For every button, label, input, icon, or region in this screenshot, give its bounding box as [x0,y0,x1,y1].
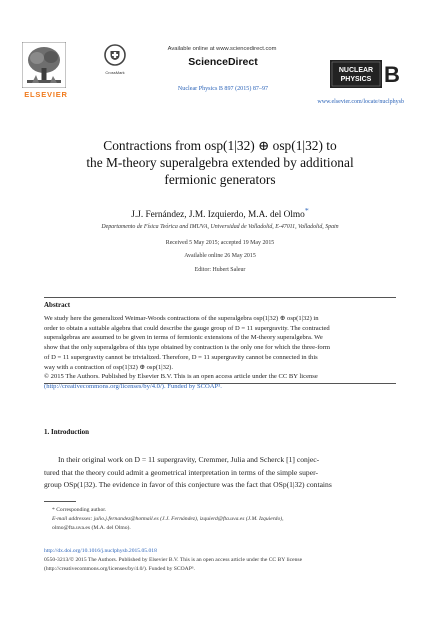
received-dates: Received 5 May 2015; accepted 19 May 2015 [165,240,275,246]
elsevier-tree-logo [22,42,66,88]
crossmark-icon[interactable] [104,44,126,66]
intro-line: group OSp(1|32). The evidence in favor of this conjecture was the fact that OSp(1|32) contains [44,480,332,490]
editor-line: Editor: Hubert Saleur [194,267,246,273]
abstract-body [44,314,396,392]
sciencedirect-wordmark[interactable]: ScienceDirect [188,56,258,68]
abstract-line: show that the only superalgebra of this type obtained by contraction is the only one for which the three-form [44,344,331,352]
available-online-date: Available online 26 May 2015 [184,253,256,259]
abstract-line: of D = 11 supergravity cannot be trivialized. Therefore, D = 11 supergravity cannot be connected in this [44,353,318,361]
abstract-line: superalgebras are assumed to be given in terms of fermionic extensions of the M-theory superalgebra. We [44,334,323,342]
journal-homepage-link[interactable]: www.elsevier.com/locate/nuclphysb [317,99,404,105]
doi-link[interactable]: http://dx.doi.org/10.1016/j.nuclphysb.2015.05.018 [44,548,157,554]
journal-logo-line-2: PHYSICS [340,76,372,83]
abstract-heading: Abstract [44,301,71,309]
author-names: J.J. Fernández, J.M. Izquierdo, M.A. del Olmo [131,210,305,221]
author-list [24,206,416,220]
title-line: the M-theory superalgebra extended by additional [86,155,354,170]
introduction-body [44,454,396,492]
introduction-heading: 1. Introduction [44,428,89,436]
footnote-line: * Corresponding author. [52,507,107,513]
footnote-rule [44,501,76,502]
affiliation: Departamento de Física Teórica and IMUVA, Universidad de Valladolid, E-47011, Valladolid, Spain [101,224,339,230]
journal-logo-line-1: NUCLEAR [338,67,374,74]
title-line: Contractions from osp(1|32) ⊕ osp(1|32) to [103,138,337,153]
elsevier-wordmark: ELSEVIER [24,90,68,99]
intro-line: In their original work on D = 11 supergravity, Cremmer, Julia and Scherck [1] conjec- [58,455,320,464]
crossmark-label: CrossMark [105,70,125,75]
license-link-bottom[interactable]: (http://creativecommons.org/licenses/by/4.0/). Funded by SCOAP³. [44,566,195,573]
license-link[interactable]: (http://creativecommons.org/licenses/by/4.0/). Funded by SCOAP³. [44,382,222,390]
journal-reference-link[interactable]: Nuclear Physics B 897 (2015) 87–97 [177,86,269,92]
abstract-line: way with a contraction of osp(1|32) ⊕ osp(1|32). [44,363,174,371]
footnote [52,506,396,533]
paper-title [24,137,416,188]
abstract-line: order to obtain a suitable algebra that could describe the gauge group of D = 11 supergravity. The contracted [44,324,330,332]
corresponding-author-mark[interactable]: * [304,206,309,215]
abstract-bottom-rule [44,383,396,384]
footnote-emails[interactable]: E-mail addresses: julio.j.fernandez@hotmail.es (J.J. Fernández), izquierd@fta.uva.es (J.M. Izquierdo), [52,516,284,522]
footnote-line[interactable]: olmo@fta.uva.es (M.A. del Olmo). [52,525,131,531]
abstract-line: We study here the generalized Weimar-Woods contractions of the superalgebra osp(1|32) ⊕ osp(1|32) in [44,315,319,322]
article-metadata [44,547,396,575]
copyright-line: 0550-3213/© 2015 The Authors. Published by Elsevier B.V. This is an open access article under the CC BY license [44,557,303,564]
available-online-text: Available online at www.sciencedirect.com [167,46,277,52]
abstract-top-rule [44,297,396,298]
license-line: © 2015 The Authors. Published by Elsevier B.V. This is an open access article under the CC BY license [44,373,318,381]
nuclear-physics-b-logo [330,60,400,88]
title-line: fermionic generators [164,172,276,187]
intro-line: tured that the theory could admit a geometrical interpretation in terms of the simple super- [44,467,318,477]
journal-logo-line-3: B [384,62,400,87]
